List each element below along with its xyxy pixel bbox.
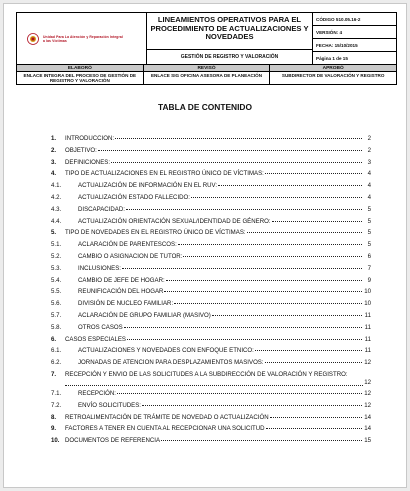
toc-entry-text [78,194,363,201]
toc-entry-page: 12 [364,389,371,397]
toc-entry-number: 4.3. [51,205,62,213]
toc-leader-dots [174,300,362,304]
toc-leader-dots [115,135,362,139]
reviso-heading: REVISÓ [144,65,270,72]
toc-entry-text [65,371,363,378]
toc-entry[interactable] [51,336,371,348]
toc-leader-dots [266,425,362,429]
reviso-column [144,65,271,84]
toc-entry-text [78,265,363,272]
toc-entry-number: 6.1. [51,347,62,355]
toc-entry[interactable] [51,182,371,194]
toc-entry-page: 4 [367,182,371,190]
aprobo-column [270,65,396,84]
toc-leader-dots [191,194,362,198]
toc-entry[interactable] [51,218,371,230]
toc-entry-label: DOCUMENTOS DE REFERENCIA [65,437,161,445]
elaboro-heading: ELABORÓ [17,65,143,72]
toc-entry-label: OBJETIVO: [65,146,97,154]
toc-entry[interactable] [51,206,371,218]
toc-entry-label: DIVISIÓN DE NUCLEO FAMILIAR: [78,300,174,308]
version-field: VERSIÓN: 4 [313,26,396,39]
toc-entry-text [78,347,363,354]
logo-cell [17,13,147,64]
codigo-field: CÓDIGO 510.05.16-2 [313,13,396,26]
toc-leader-dots [272,218,362,222]
toc-entry[interactable] [51,359,371,371]
toc-entry-number: 4. [51,170,57,178]
toc-entry-text [78,253,363,260]
toc-entry-page: 2 [367,146,371,154]
toc-leader-dots [270,414,362,418]
toc-entry-text [78,241,363,248]
toc-entry[interactable] [51,135,371,147]
toc-entry-label: DEFINICIONES: [65,158,111,166]
elaboro-column [17,65,144,84]
toc-entry-page: 14 [364,425,371,433]
toc-entry-text [78,182,363,189]
toc-entry[interactable] [51,194,371,206]
toc-entry-label: ENVÍO SOLICITUDES: [78,401,141,409]
toc-entry-number: 5.5. [51,288,62,296]
toc-entry[interactable] [51,253,371,265]
toc-entry-label: RECEPCIÓN Y ENVIO DE LAS SOLICITUDES A LA SUBDIRECCIÓN DE VALORACIÓN Y REGISTRO: [65,370,348,378]
toc-entry-page: 10 [364,300,371,308]
toc-entry[interactable] [51,277,371,289]
elaboro-value: ENLACE INTEGRA DEL PROCESO DE GESTIÓN DE REGISTRO Y VALORACIÓN [23,73,137,84]
aprobo-value: SUBDIRECTOR DE VALORACIÓN Y REGISTRO [281,73,385,78]
toc-entry-number: 8. [51,413,57,421]
toc-leader-dots [117,390,362,394]
toc-leader-dots [212,312,362,316]
toc-entry-text [78,402,363,409]
toc-entry-label: ACLARACIÓN DE PARENTESCOS: [78,241,177,249]
header-top-row [17,13,396,65]
toc-entry-page: 14 [364,413,371,421]
toc-leader-dots [166,277,362,281]
toc-entry-number: 3. [51,158,57,166]
meta-cell [313,13,396,64]
toc-entry-page: 11 [364,311,371,319]
pagina-field: Página 1 de 15 [316,55,348,61]
toc-entry-label: JORNADAS DE ATENCION PARA DESPLAZAMIENTOS MASIVOS: [78,359,264,367]
toc-entry[interactable] [51,312,371,324]
toc-entry[interactable] [51,159,371,171]
toc-entry-page: 11 [364,323,371,331]
toc-entry[interactable] [51,170,371,182]
toc-entry-number: 5. [51,229,57,237]
toc-entry-number: 5.1. [51,241,62,249]
toc-entry-label: CAMBIO O ASIGNACION DE TUTOR: [78,252,183,260]
toc-leader-dots [126,206,362,210]
toc-entry[interactable] [51,241,371,253]
toc-entry-label: ACTUALIZACIÓN DE INFORMACIÓN EN EL RUV: [78,182,218,190]
toc-entry-page: 5 [367,241,371,249]
toc-entry-number: 9. [51,425,57,433]
document-title: LINEAMIENTOS OPERATIVOS PARA EL PROCEDIMIENTO DE ACTUALIZACIONES Y NOVEDADES [147,13,312,50]
toc-entry-text [78,312,363,319]
toc-entry-text [65,425,363,432]
toc-entry-label: ACTUALIZACIONES Y NOVEDADES CON ENFOQUE ETNICO: [78,347,254,355]
toc-entry[interactable] [51,402,371,414]
toc-entry-page: 10 [364,288,371,296]
toc-entry-label: DISCAPACIDAD: [78,205,125,213]
document-subtitle: GESTIÓN DE REGISTRO Y VALORACIÓN [180,54,279,60]
toc-entry-number: 6. [51,335,57,343]
toc-title: TABLA DE CONTENIDO [158,102,252,112]
toc-entry-page: 3 [367,158,371,166]
toc-leader-dots [265,359,362,363]
toc-entry-number: 5.6. [51,300,62,308]
document-page [3,3,407,488]
toc-entry-text [78,324,363,331]
fecha-field: FECHA: 15/10/2015 [313,39,396,52]
toc-leader-dots [111,159,362,163]
toc-entry-text [65,159,363,166]
toc-entry-label: INCLUSIONES: [78,264,122,272]
toc-entry-label: FACTORES A TENER EN CUENTA AL RECEPCIONAR UNA SOLICITUD [65,425,265,433]
toc-entry-label: OTROS CASOS [78,323,123,331]
toc-entry-number: 1. [51,135,57,142]
toc-entry[interactable] [51,390,371,402]
toc-entry-number: 4.1. [51,182,62,190]
toc-entry-label: INTRODUCCION: [65,135,115,142]
document-header-table [16,12,397,85]
toc-leader-dots [98,147,362,151]
toc-entry-text [65,170,363,177]
toc-entry-number: 5.7. [51,311,62,319]
toc-entry-text [65,336,363,343]
toc-entry-page: 5 [367,205,371,213]
toc-entry-text [65,414,363,421]
toc-entry-label: CAMBIO DE JEFE DE HOGAR: [78,276,165,284]
toc-leader-dots [247,229,362,233]
toc-entry-page: 15 [364,437,371,445]
toc-entry-label: ACLARACIÓN DE GRUPO FAMILIAR (MASIVO) [78,311,211,319]
toc-entry[interactable] [51,147,371,159]
toc-entry-text [65,437,363,444]
toc-entry-text [65,229,363,236]
toc-entry-label: CASOS ESPECIALES [65,335,126,343]
toc-entry-number: 5.3. [51,264,62,272]
toc-leader-dots [255,347,362,351]
toc-entry-text [65,147,363,154]
toc-entry[interactable] [51,288,371,300]
toc-entry-page: 5 [367,217,371,225]
toc-entry-text [78,206,363,213]
toc-leader-dots [265,170,362,174]
toc-entry[interactable] [51,324,371,336]
toc-leader-dots [218,182,362,186]
toc-leader-dots [161,437,362,441]
toc-entry-page: 5 [367,229,371,237]
toc-entry-label: REUNIFICACIÓN DEL HOGAR [78,288,164,296]
toc-entry-number: 4.2. [51,193,62,201]
toc-entry-label: RETROALIMENTACIÓN DE TRÁMITE DE NOVEDAD O ACTUALIZACIÓN [65,413,269,421]
title-cell [147,13,313,64]
table-of-contents [51,135,371,449]
aprobo-heading: APROBÓ [270,65,396,72]
toc-entry[interactable] [51,414,371,426]
toc-entry-page: 4 [367,193,371,201]
toc-entry[interactable] [51,371,371,390]
logo-text: Unidad Para La Atención y Reparación Integral a las Víctimas [43,34,123,43]
toc-entry-text [78,277,363,284]
toc-entry-number: 5.8. [51,323,62,331]
toc-leader-dots [183,253,362,257]
toc-entry-page: 11 [364,335,371,343]
organization-logo [27,33,125,45]
toc-entry-label: TIPO DE NOVEDADES EN EL REGISTRO ÚNICO DE VÍCTIMAS: [65,229,246,237]
toc-entry-number: 7.1. [51,389,62,397]
toc-entry[interactable] [51,229,371,241]
toc-entry-label: RECEPCIÓN: [78,389,116,397]
toc-entry-page: 12 [364,401,371,409]
toc-entry-number: 10. [51,437,60,445]
toc-entry-text [78,218,363,225]
toc-entry-label: TIPO DE ACTUALIZACIONES EN EL REGISTRO ÚNICO DE VÍCTIMAS: [65,170,264,178]
reviso-value: ENLACE SIG OFICINA ASESORA DE PLANEACIÓN [150,73,263,78]
toc-entry[interactable] [51,425,371,437]
toc-leader-dots [178,241,362,245]
toc-entry-label: ACTUALIZACIÓN ORIENTACIÓN SEXUAL/IDENTIDAD DE GÉNERO: [78,217,271,225]
toc-entry-number: 4.4. [51,217,62,225]
toc-entry-page: 2 [367,135,371,142]
toc-entry[interactable] [51,265,371,277]
toc-leader-dots [124,324,362,328]
toc-leader-dots [142,402,362,406]
toc-entry-text [78,359,363,366]
toc-entry[interactable] [51,300,371,312]
toc-entry-page: 11 [364,347,371,355]
header-approval-row [17,65,396,84]
toc-entry-number: 2. [51,146,57,154]
toc-entry-label: ACTUALIZACIÓN ESTADO FALLECIDO: [78,193,190,201]
toc-entry-number: 5.4. [51,276,62,284]
toc-entry-number: 6.2. [51,359,62,367]
toc-entry-page: 12 [364,378,371,386]
toc-entry-number: 7.2. [51,401,62,409]
toc-leader-dots [164,288,362,292]
toc-entry-number: 5.2. [51,252,62,260]
toc-leader-dots [122,265,362,269]
toc-entry-page: 6 [367,252,371,260]
toc-entry-text [78,300,363,307]
toc-entry-text [78,288,363,295]
toc-leader-dots [65,383,363,386]
toc-entry-number: 7. [51,370,57,378]
toc-entry[interactable] [51,347,371,359]
seal-icon [27,33,39,45]
toc-entry-page: 9 [367,276,371,284]
toc-entry-page: 12 [364,359,371,367]
toc-entry-page: 4 [367,170,371,178]
toc-entry-text [65,135,363,142]
toc-entry-text [78,390,363,397]
toc-leader-dots [127,336,362,340]
toc-entry-page: 7 [367,264,371,272]
toc-entry[interactable] [51,437,371,449]
